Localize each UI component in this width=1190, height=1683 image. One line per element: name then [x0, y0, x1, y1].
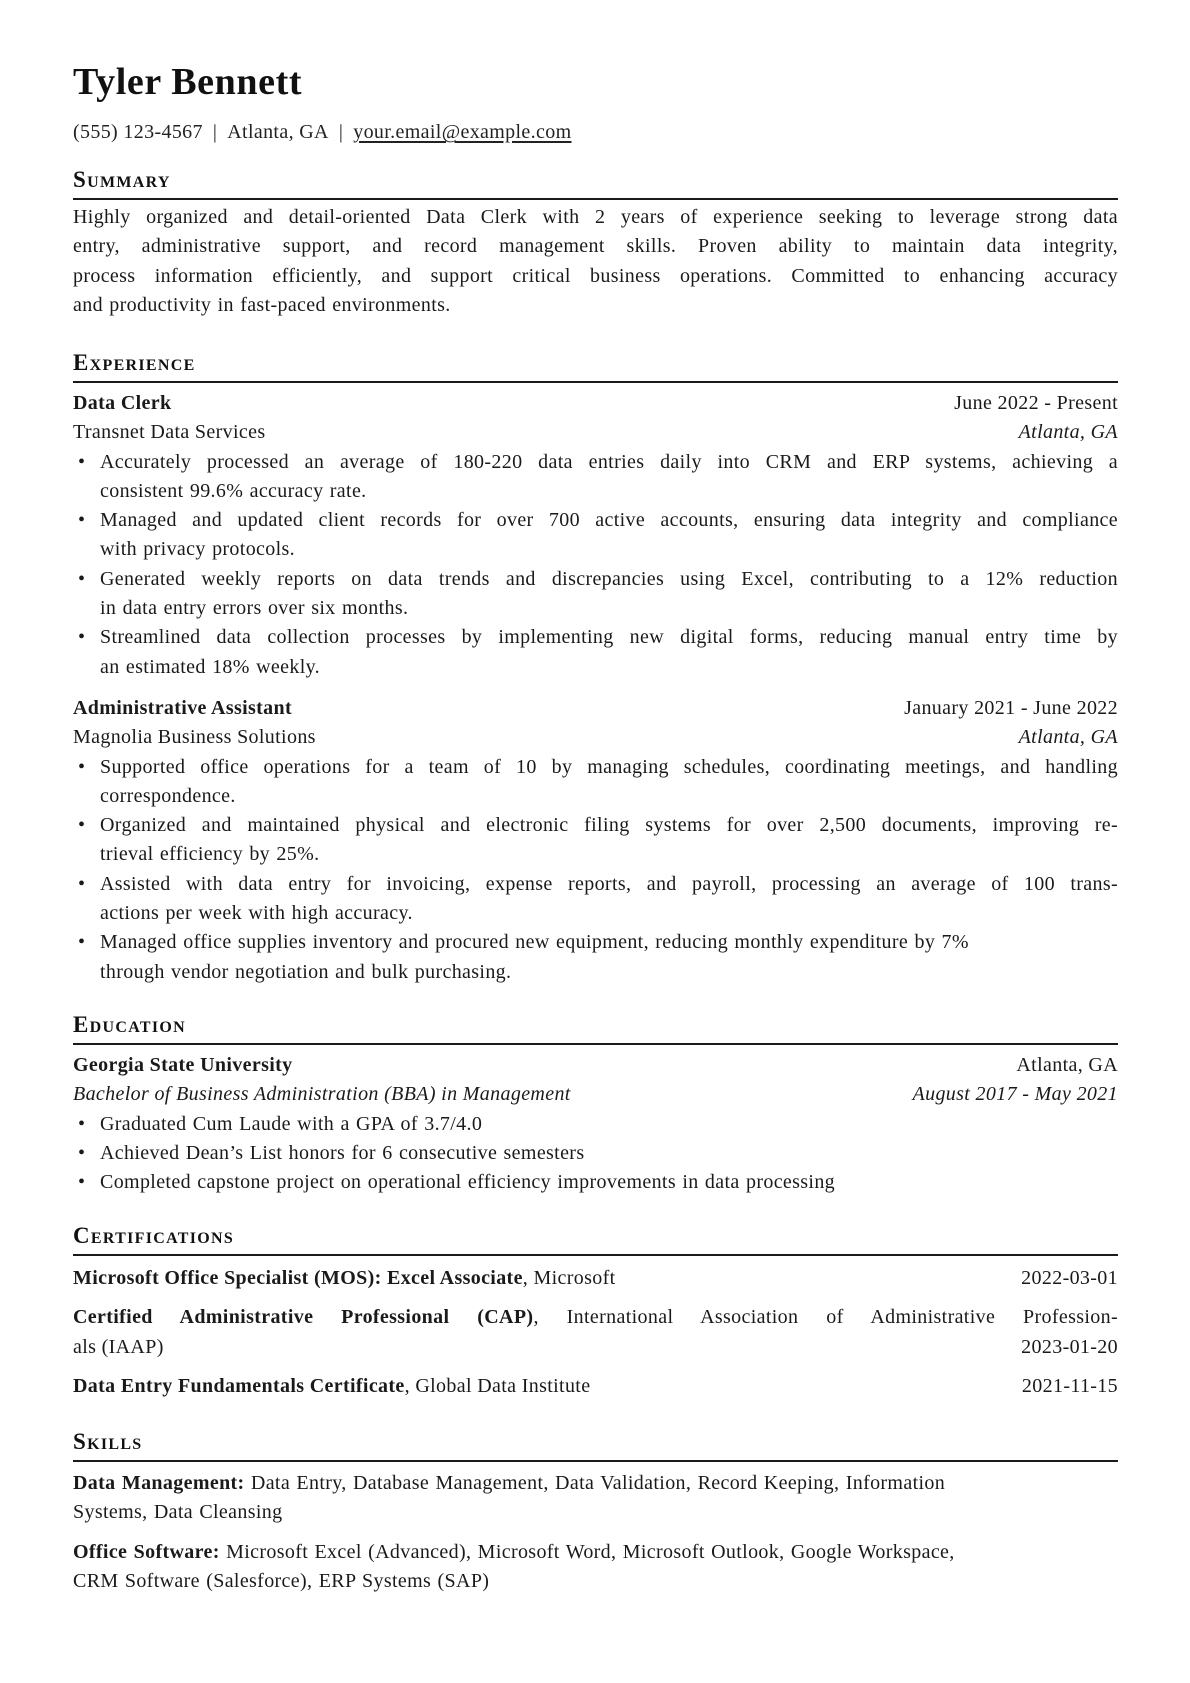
list-item: • Completed capstone project on operational efficiency improvements in data processing [73, 1168, 1118, 1197]
separator: | [338, 121, 344, 143]
summary-line: entry, administrative support, and record management skills. Proven ability to maintain data integrity, [73, 235, 1118, 258]
skill-group-label: Data Management: [73, 1472, 245, 1494]
certification-item [73, 1264, 1118, 1293]
certification-item [73, 1372, 1118, 1401]
education-dates: August 2017 - May 2021 [912, 1083, 1118, 1106]
skill-group-items: Data Entry, Database Management, Data Validation, Record Keeping, Information [244, 1472, 946, 1494]
list-item: • Generated weekly reports on data trends and discrepancies using Excel, contributing to a 12% reduction in data entry errors over six months. [73, 565, 1118, 624]
certification-date: 2021-11-15 [1021, 1374, 1118, 1397]
skill-group [73, 1469, 1118, 1528]
bullet-icon: • [78, 626, 86, 649]
certification-issuer: , Microsoft [522, 1267, 616, 1289]
job-dates: June 2022 - Present [954, 392, 1118, 414]
bullet-icon: • [78, 1141, 86, 1164]
certification-issuer: , Global Data Institute [404, 1374, 591, 1397]
summary-line: Highly organized and detail-oriented Data Clerk with 2 years of experience seeking to leverage strong data [73, 206, 1118, 228]
job-title: Data Clerk [73, 392, 172, 414]
certification-name: Certified Administrative Professional (CAP) [73, 1306, 534, 1329]
job-entry [73, 694, 1118, 987]
company-name: Magnolia Business Solutions [73, 726, 316, 749]
certification-date: 2022-03-01 [1021, 1267, 1118, 1289]
section-heading-education: Education [73, 1012, 186, 1037]
list-item: • Managed and updated client records for over 700 active accounts, ensuring data integrity and compliance with privacy protocols. [73, 506, 1118, 565]
list-item: • Achieved Dean’s List honors for 6 consecutive semesters [73, 1139, 1118, 1168]
bullet-icon: • [78, 1171, 86, 1194]
education-bullets [73, 1110, 1118, 1198]
section-heading-summary: Summary [73, 167, 171, 192]
bullet-icon: • [78, 450, 86, 473]
certification-item [73, 1303, 1118, 1362]
job-bullets [73, 753, 1118, 987]
skill-group-items: Microsoft Excel (Advanced), Microsoft Word, Microsoft Outlook, Google Workspace, [219, 1540, 955, 1563]
education-section [73, 1011, 1118, 1197]
degree: Bachelor of Business Administration (BBA) in Management [73, 1083, 571, 1106]
certification-name: Data Entry Fundamentals Certificate [73, 1374, 405, 1397]
list-item: • Managed office supplies inventory and procured new equipment, reducing monthly expenditure by 7% through vendor negotiation and bulk purchasing. [73, 928, 1118, 987]
school-location: Atlanta, GA [1016, 1054, 1118, 1076]
skills-section [73, 1428, 1118, 1596]
certifications-section [73, 1222, 1118, 1401]
section-heading-skills: Skills [73, 1429, 143, 1454]
experience-section [73, 349, 1118, 987]
job-entry [73, 389, 1118, 682]
bullet-icon: • [78, 1112, 86, 1135]
list-item: • Accurately processed an average of 180-220 data entries daily into CRM and ERP systems, achieving a consistent 99.6% accuracy rate. [73, 448, 1118, 507]
section-heading-certifications: Certifications [73, 1223, 235, 1248]
bullet-icon: • [78, 814, 86, 837]
job-location: Atlanta, GA [1018, 726, 1118, 749]
list-item: • Graduated Cum Laude with a GPA of 3.7/4.0 [73, 1110, 1118, 1139]
company-name: Transnet Data Services [73, 421, 266, 444]
email-link[interactable]: your.email@example.com [353, 121, 572, 143]
skill-group [73, 1538, 1118, 1597]
section-heading-experience: Experience [73, 350, 196, 375]
certification-issuer-cont: als (IAAP) [73, 1335, 164, 1358]
bullet-icon: • [78, 931, 86, 954]
summary-line: process information efficiently, and support critical business operations. Committed to enhancing accuracy [73, 264, 1118, 287]
list-item: • Streamlined data collection processes by implementing new digital forms, reducing manual entry time by an estimated 18% weekly. [73, 623, 1118, 682]
skill-group-label: Office Software: [73, 1540, 220, 1563]
job-location: Atlanta, GA [1018, 421, 1118, 444]
phone-number: (555) 123-4567 [73, 121, 203, 143]
contact-line [73, 118, 572, 147]
skill-group-items: CRM Software (Salesforce), ERP Systems (SAP) [73, 1569, 490, 1592]
job-title: Administrative Assistant [73, 696, 292, 719]
bullet-icon: • [78, 755, 86, 778]
skill-group-items: Systems, Data Cleansing [73, 1501, 283, 1524]
location: Atlanta, GA [227, 121, 329, 143]
certification-date: 2023-01-20 [1021, 1335, 1118, 1358]
candidate-name: Tyler Bennett [73, 61, 303, 103]
job-bullets [73, 448, 1118, 682]
summary-line: and productivity in fast-paced environments. [73, 293, 451, 316]
bullet-icon: • [78, 509, 86, 532]
list-item: • Organized and maintained physical and electronic filing systems for over 2,500 documents, improving re- trieval efficiency by 25%. [73, 811, 1118, 870]
job-dates: January 2021 - June 2022 [904, 696, 1118, 719]
list-item: • Assisted with data entry for invoicing, expense reports, and payroll, processing an average of 100 trans- actions per week with high accuracy. [73, 870, 1118, 929]
list-item: • Supported office operations for a team of 10 by managing schedules, coordinating meetings, and handling correspondence. [73, 753, 1118, 812]
bullet-icon: • [78, 872, 86, 895]
school-name: Georgia State University [73, 1054, 293, 1076]
certification-issuer: , International Association of Administrative Profession- [533, 1306, 1118, 1329]
certification-name: Microsoft Office Specialist (MOS): Excel Associate [73, 1267, 523, 1289]
summary-section [73, 166, 1118, 320]
bullet-icon: • [78, 567, 86, 590]
separator: | [212, 121, 218, 143]
